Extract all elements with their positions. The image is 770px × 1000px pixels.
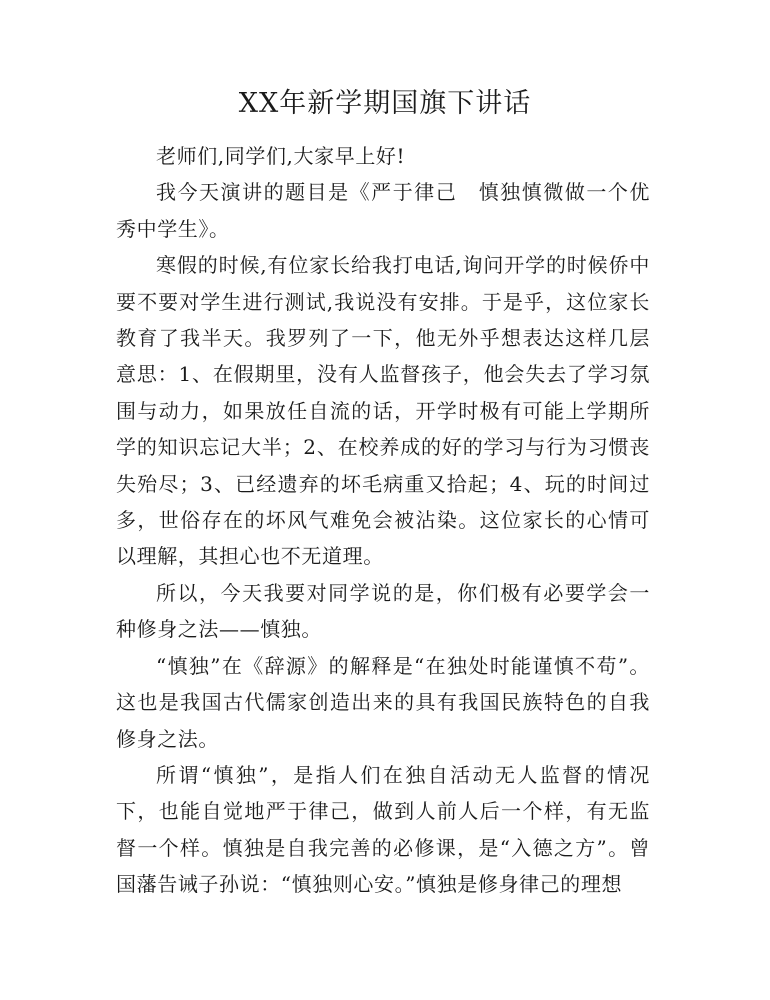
document-title: XX年新学期国旗下讲话 <box>238 88 532 119</box>
paragraph-shendu-meaning: 所谓“慎独”，是指人们在独自活动无人监督的情况下，也能自觉地严于律己，做到人前人后一个样，有无监督一个样。慎独是自我完善的必修课，是“入德之方”。曾国藩告诫子孙说：“慎独则心安。”慎独是修身律己的理想 <box>116 762 650 897</box>
paragraph-topic: 我今天演讲的题目是《严于律己 慎独慎微做一个优秀中学生》。 <box>116 180 650 241</box>
paragraph-parent-call: 寒假的时候,有位家长给我打电话,询问开学的时候侨中要不要对学生进行测试,我说没有安排。于是乎，这位家长教育了我半天。我罗列了一下，他无外乎想表达这样几层意思：1、在假期里，没有人监督孩子，他会失去了学习氛围与动力，如果放任自流的话，开学时极有可能上学期所学的知识忘记大半；2、在校养成的好的学习与行为习惯丧失殆尽；3、已经遗弃的坏毛病重又拾起；4、玩的时间过多，世俗存在的坏风气难免会被沾染。这位家长的心情可以理解，其担心也不无道理。 <box>116 253 650 569</box>
document-body <box>116 138 650 903</box>
paragraph-shendu-intro: 所以，今天我要对同学说的是，你们极有必要学会一种修身之法——慎独。 <box>116 580 650 642</box>
paragraph-greeting: 老师们,同学们,大家早上好! <box>156 144 406 168</box>
paragraph-ciyuan-definition: “慎独”在《辞源》的解释是“在独处时能谨慎不苟”。这也是我国古代儒家创造出来的具有我国民族特色的自我修身之法。 <box>116 653 650 751</box>
